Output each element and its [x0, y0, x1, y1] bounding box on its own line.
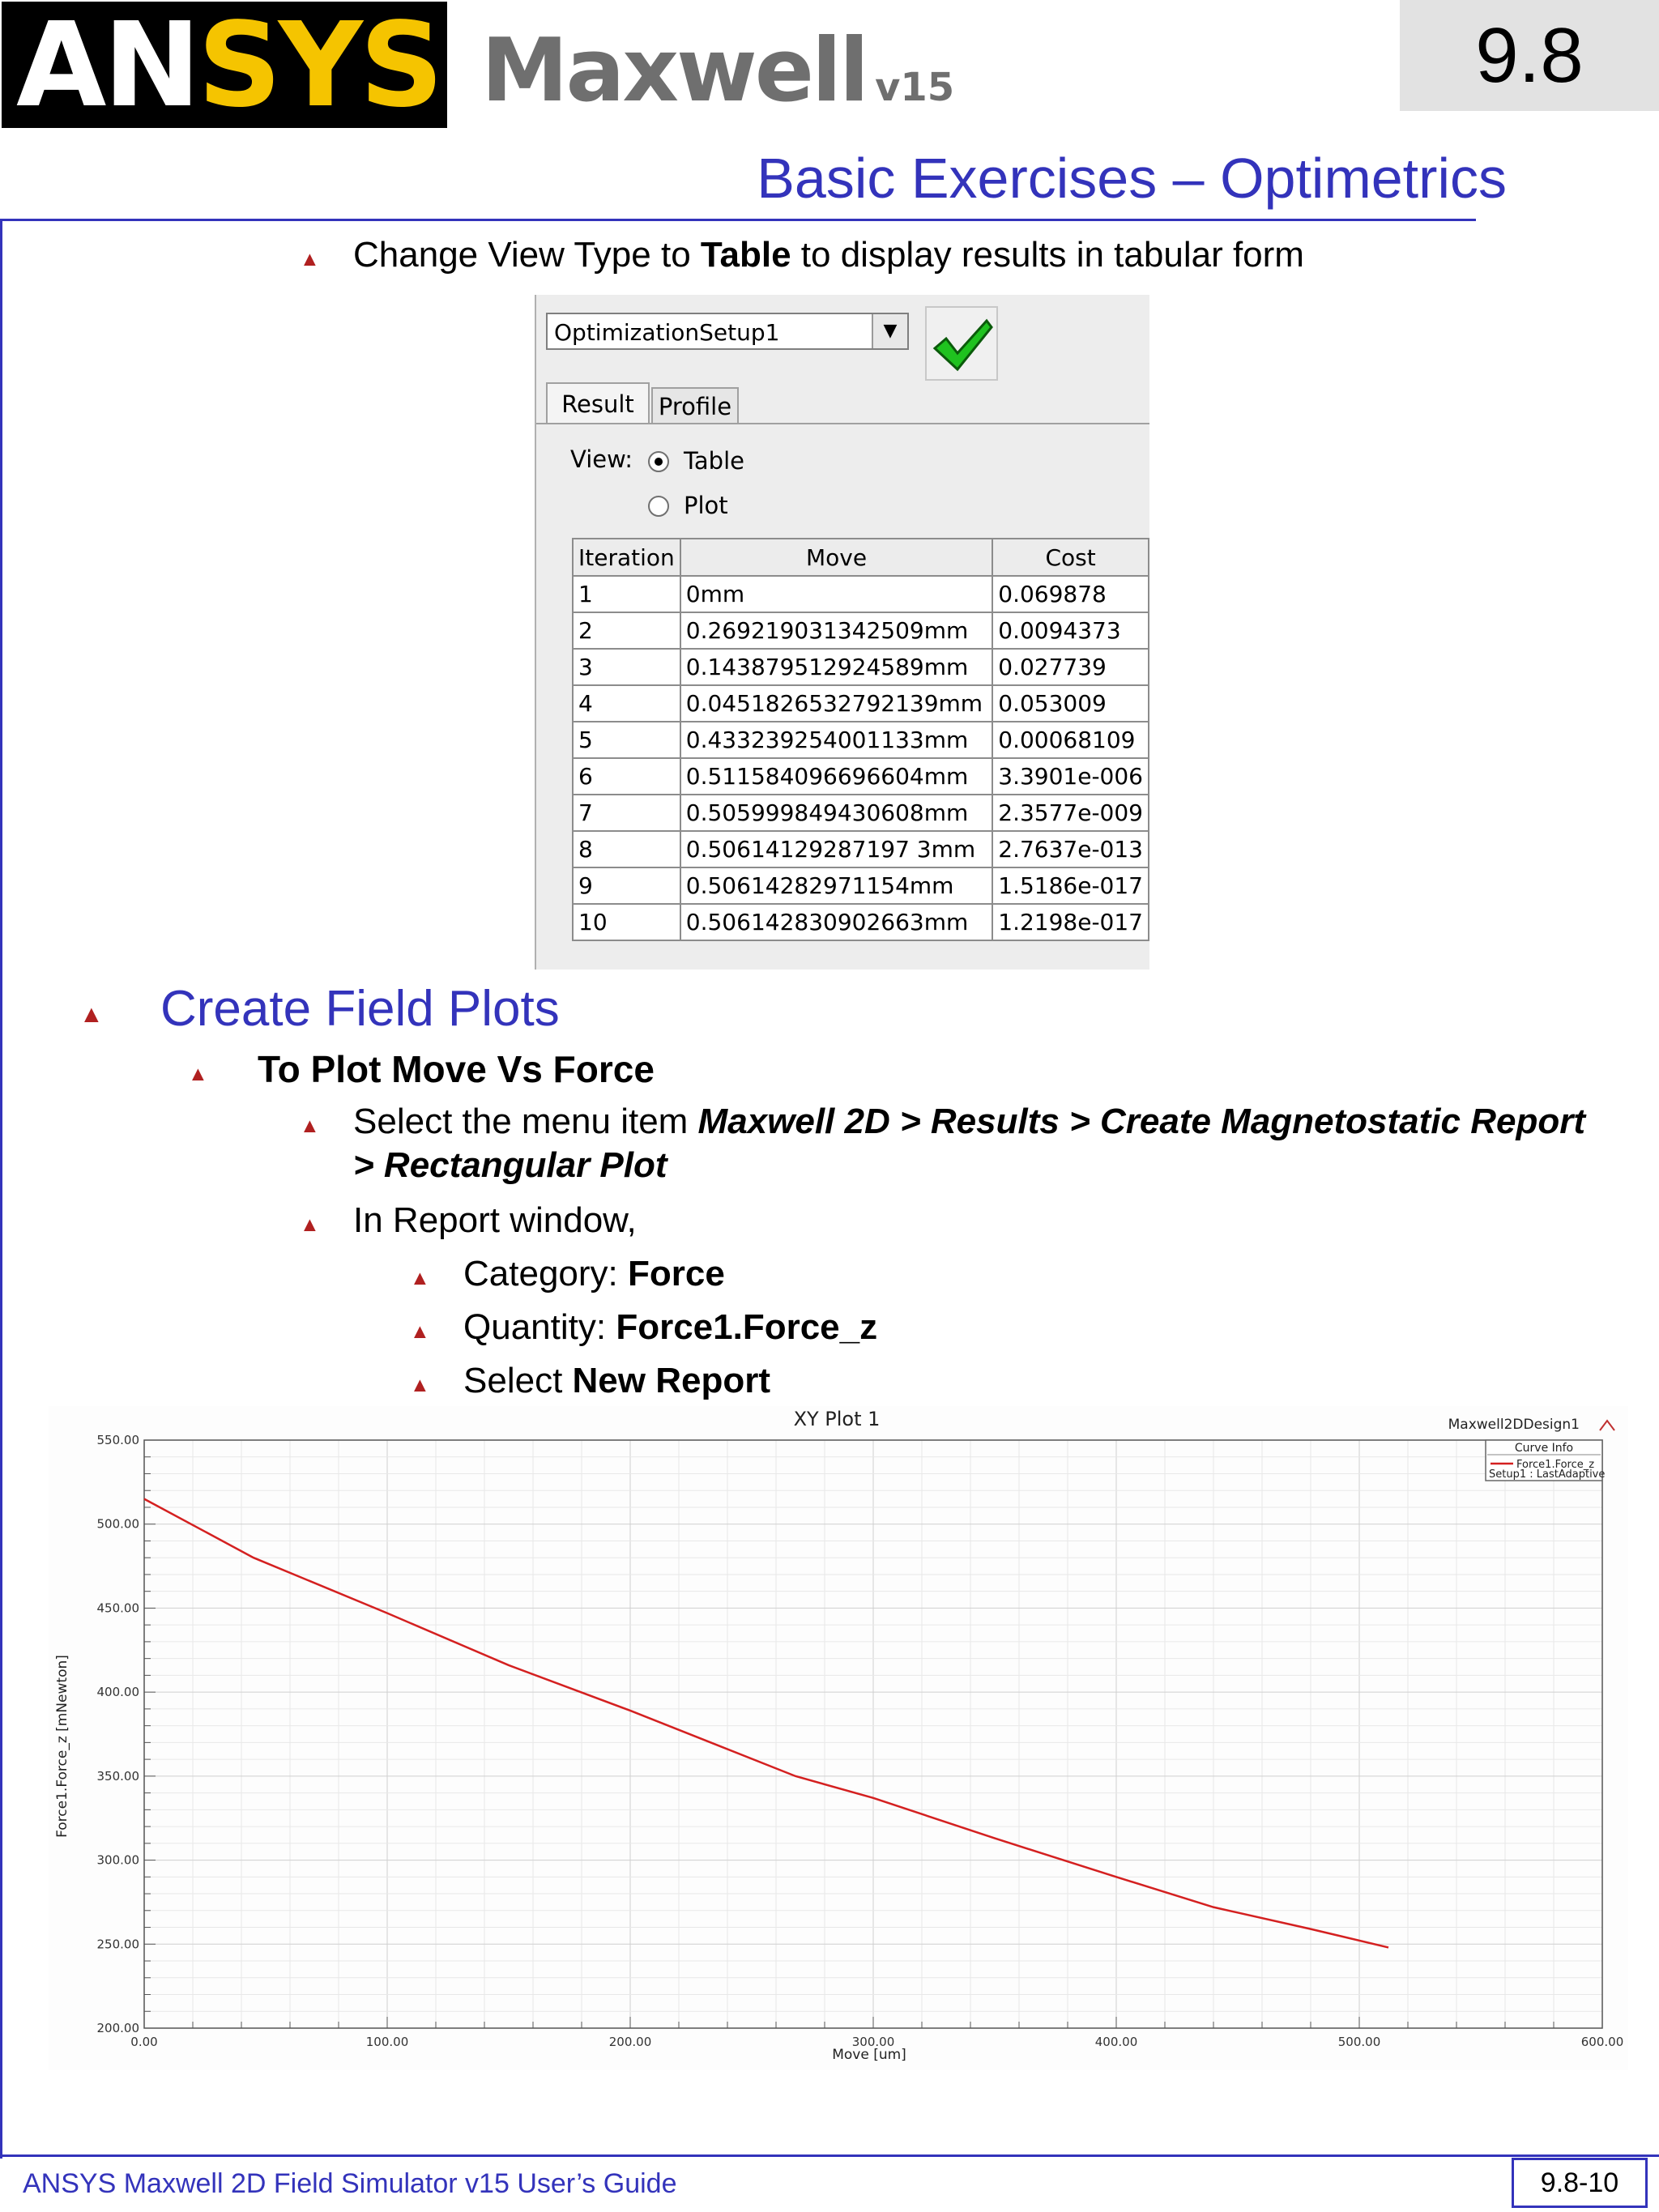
y-tick-label: 350.00: [96, 1768, 139, 1784]
cell-iteration: 7: [573, 795, 680, 831]
product-name: [481, 15, 954, 144]
table-row[interactable]: [573, 612, 1149, 649]
cell-move: 0mm: [680, 576, 992, 612]
section-title: Basic Exercises – Optimetrics: [757, 147, 1507, 210]
chart-background: [49, 1406, 1628, 2070]
cell-move: 0.506142830902663mm: [680, 904, 992, 940]
table-header-row: [573, 539, 1149, 576]
x-tick-label: 300.00: [851, 2035, 895, 2049]
y-tick-label: 400.00: [96, 1685, 139, 1700]
chapter-number: 9.8: [1400, 0, 1659, 111]
radio-plot[interactable]: [648, 496, 669, 517]
bullet-icon: ▲: [410, 1320, 430, 1343]
apply-button[interactable]: [925, 306, 998, 381]
quantity-value: Force1.Force_z: [616, 1307, 878, 1347]
checkmark-icon: [927, 308, 996, 379]
select-value: New Report: [572, 1361, 770, 1400]
cell-cost: 0.00068109: [992, 722, 1149, 758]
y-axis-label: Force1.Force_z [mNewton]: [54, 1655, 70, 1838]
cell-iteration: 2: [573, 612, 680, 649]
radio-table[interactable]: [648, 451, 669, 472]
y-tick-label: 550.00: [96, 1433, 139, 1447]
step-view-type: [353, 233, 1304, 277]
cell-iteration: 9: [573, 867, 680, 904]
legend-series-setup: Setup1 : LastAdaptive: [1489, 1468, 1606, 1481]
cell-move: 0.0451826532792139mm: [680, 685, 992, 722]
x-tick-label: 200.00: [608, 2035, 652, 2049]
table-row[interactable]: [573, 795, 1149, 831]
x-tick-label: 500.00: [1337, 2035, 1381, 2049]
table-row[interactable]: [573, 904, 1149, 940]
subheading-plot-move-force: To Plot Move Vs Force: [258, 1048, 655, 1090]
setup-dropdown[interactable]: [546, 313, 909, 350]
cell-cost: 2.7637e-013: [992, 831, 1149, 867]
menu-path: Maxwell 2D > Results > Create Magnetostatic Report: [697, 1102, 1585, 1141]
chart-title: XY Plot 1: [793, 1408, 881, 1430]
category-value: Force: [627, 1254, 725, 1294]
step-text: Change View Type to: [353, 235, 701, 275]
x-tick-label: 600.00: [1580, 2035, 1624, 2049]
tab-profile[interactable]: Profile: [651, 387, 739, 423]
tab-divider: [536, 423, 1149, 424]
cell-cost: 0.0094373: [992, 612, 1149, 649]
cell-move: 0.505999849430608mm: [680, 795, 992, 831]
table-row[interactable]: [573, 649, 1149, 685]
cell-cost: 0.027739: [992, 649, 1149, 685]
heading-create-field-plots: Create Field Plots: [160, 981, 560, 1037]
design-name: Maxwell2DDesign1: [1448, 1417, 1580, 1433]
radio-table-label: Table: [684, 447, 744, 475]
setup-dropdown-value: OptimizationSetup1: [554, 319, 780, 346]
menu-path-continued: > Rectangular Plot: [353, 1145, 667, 1185]
legend-series-name: Force1.Force_z: [1516, 1459, 1595, 1471]
step-menu-item: [353, 1100, 1585, 1144]
step-quantity: [463, 1306, 877, 1349]
table-row[interactable]: [573, 685, 1149, 722]
cell-iteration: 1: [573, 576, 680, 612]
radio-plot-label: Plot: [684, 492, 728, 519]
bullet-icon: ▲: [410, 1374, 430, 1396]
step-report-window: In Report window,: [353, 1200, 637, 1240]
cell-move: 0.50614129287197 3mm: [680, 831, 992, 867]
cell-move: 0.511584096696604mm: [680, 758, 992, 795]
bullet-icon: ▲: [410, 1267, 430, 1289]
table-row[interactable]: [573, 722, 1149, 758]
x-tick-label: 100.00: [365, 2035, 409, 2049]
select-label: Select: [463, 1361, 573, 1400]
results-table: [572, 538, 1149, 941]
column-header-cost[interactable]: Cost: [992, 539, 1149, 576]
y-tick-label: 200.00: [96, 2021, 139, 2035]
cell-move: 0.50614282971154mm: [680, 867, 992, 904]
cell-iteration: 4: [573, 685, 680, 722]
step-bold: Table: [700, 235, 791, 275]
y-tick-label: 450.00: [96, 1600, 139, 1616]
cell-cost: 1.2198e-017: [992, 904, 1149, 940]
cell-iteration: 10: [573, 904, 680, 940]
bullet-icon: ▲: [188, 1063, 208, 1085]
y-tick-label: 300.00: [96, 1852, 139, 1868]
cell-iteration: 3: [573, 649, 680, 685]
legend-title: Curve Info: [1514, 1442, 1574, 1455]
cell-move: 0.433239254001133mm: [680, 722, 992, 758]
cell-iteration: 6: [573, 758, 680, 795]
page-number: 9.8-10: [1512, 2158, 1648, 2208]
left-border: [0, 219, 2, 2159]
category-label: Category:: [463, 1254, 628, 1294]
column-header-iteration[interactable]: Iteration: [573, 539, 680, 576]
header-divider: [0, 219, 1476, 221]
bullet-icon: ▲: [300, 248, 320, 271]
cell-iteration: 8: [573, 831, 680, 867]
cell-cost: 3.3901e-006: [992, 758, 1149, 795]
chevron-down-icon[interactable]: ▼: [872, 314, 907, 348]
y-tick-label: 250.00: [96, 1937, 139, 1952]
table-row[interactable]: [573, 831, 1149, 867]
view-label: View:: [570, 445, 633, 473]
column-header-move[interactable]: Move: [680, 539, 992, 576]
step-category: [463, 1252, 725, 1296]
footer-guide-title: ANSYS Maxwell 2D Field Simulator v15 User’s Guide: [23, 2168, 677, 2199]
x-tick-label: 0.00: [130, 2035, 158, 2049]
optimization-results-dialog: [535, 295, 1149, 970]
step-text-suffix: to display results in tabular form: [791, 235, 1304, 275]
cell-cost: 0.053009: [992, 685, 1149, 722]
quantity-label: Quantity:: [463, 1307, 616, 1347]
cell-iteration: 5: [573, 722, 680, 758]
x-tick-label: 400.00: [1094, 2035, 1138, 2049]
cell-cost: 2.3577e-009: [992, 795, 1149, 831]
xy-plot-chart: [49, 1406, 1628, 2070]
step-select-new-report: [463, 1359, 770, 1403]
bullet-icon: ▲: [79, 1001, 104, 1028]
footer-divider: [0, 2154, 1659, 2157]
bullet-icon: ▲: [300, 1213, 320, 1236]
tab-result[interactable]: Result: [546, 382, 650, 424]
ansys-logo: ANSYS®: [2, 2, 447, 128]
step-text: Select the menu item: [353, 1102, 698, 1141]
cell-cost: 0.069878: [992, 576, 1149, 612]
table-row[interactable]: [573, 867, 1149, 904]
y-tick-label: 500.00: [96, 1516, 139, 1532]
product-version: v15: [875, 65, 955, 110]
cell-move: 0.269219031342509mm: [680, 612, 992, 649]
table-row[interactable]: [573, 576, 1149, 612]
table-row[interactable]: [573, 758, 1149, 795]
product-title: Maxwell: [481, 20, 868, 121]
bullet-icon: ▲: [300, 1115, 320, 1137]
x-axis-label: Move [um]: [832, 2047, 906, 2063]
chart-legend[interactable]: [1486, 1440, 1605, 1481]
cell-cost: 1.5186e-017: [992, 867, 1149, 904]
cell-move: 0.143879512924589mm: [680, 649, 992, 685]
